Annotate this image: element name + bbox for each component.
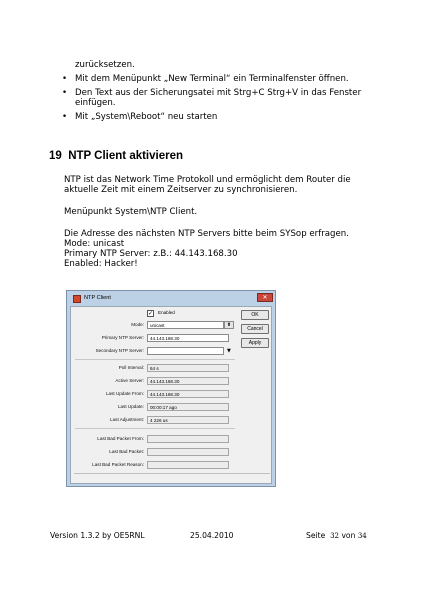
mode-label: Mode: [131,322,144,327]
last-adjustment-value: 4 226 us [147,416,229,424]
bullet-item-continuation: einfügen. [75,98,116,108]
last-update-from-label: Last Update From: [105,391,144,396]
dialog-title: NTP Client [84,295,111,301]
cancel-button[interactable]: Cancel [241,324,269,334]
paragraph-line: aktuelle Zeit mit einem Zeitserver zu synchronisieren. [64,185,298,195]
app-icon [73,295,81,303]
enabled-label: Enabled [158,310,175,315]
footer-date: 25.04.2010 [190,531,234,540]
poll-interval-value: 64 s [147,364,229,372]
section-heading [49,150,183,162]
divider [75,359,235,360]
paragraph-line: Enabled: Hacker! [64,259,138,269]
ntp-client-dialog [66,290,276,487]
primary-ntp-server-label: Primary NTP Server: [101,335,144,340]
secondary-ntp-server-input[interactable] [147,347,224,355]
bullet-item: • Mit dem Menüpunkt „New Terminal“ ein Terminalfenster öffnen. [62,74,349,84]
bullet-item: • Mit „System\Reboot“ neu starten [62,112,218,122]
bullet-dot-icon: • [62,112,68,122]
menu-path-text: Menüpunkt System\NTP Client. [64,207,198,217]
section-number: 19 [49,150,62,162]
paragraph-line: Mode: unicast [64,239,125,249]
last-bad-packet-from-label: Last Bad Packet From: [97,436,144,441]
continuation-text: zurücksetzen. [75,60,135,70]
status-bar [74,473,270,480]
divider [75,428,235,429]
last-bad-packet-reason-label: Last Bad Packet Reason: [92,462,144,467]
bullet-dot-icon: • [62,88,68,98]
instruction-bullet-list [61,74,381,126]
active-server-label: Active Server: [115,378,144,383]
last-bad-packet-reason-value [147,461,229,469]
primary-ntp-server-input[interactable]: 44.143.168.30 [147,334,229,342]
poll-interval-label: Poll Interval: [118,365,144,370]
paragraph-line: Primary NTP Server: z.B.: 44.143.168.30 [64,249,238,259]
mode-select[interactable]: unicast [147,321,224,329]
ok-button[interactable]: OK [241,310,269,320]
dialog-titlebar [70,293,270,305]
last-bad-packet-from-value [147,435,229,443]
footer-version: Version 1.3.2 by OE5RNL [50,531,145,540]
last-update-from-value: 44.143.168.30 [147,390,229,398]
last-adjustment-label: Last Adjustment: [110,417,144,422]
active-server-value: 44.143.168.30 [147,377,229,385]
apply-button[interactable]: Apply [241,338,269,348]
last-update-label: Last Update: [117,404,144,409]
secondary-ntp-server-label: Secondary NTP Server: [95,348,144,353]
secondary-dropdown-icon[interactable]: ▼ [227,348,231,354]
paragraph-line: NTP ist das Network Time Protokoll und ermöglicht dem Router die [64,175,351,185]
section-title: NTP Client aktivieren [68,150,184,162]
mode-dropdown-icon[interactable]: ⬍ [224,321,234,329]
footer-page-number: Seite 32 von 34 [306,531,367,540]
paragraph-line: Die Adresse des nächsten NTP Servers bitte beim SYSop erfragen. [64,229,349,239]
close-button[interactable]: ✕ [257,293,273,302]
bullet-dot-icon: • [62,74,68,84]
bullet-item: • Den Text aus der Sicherungsatei mit Strg+C Strg+V in das Fenster [62,88,362,98]
last-update-value: 00:00:17 ago [147,403,229,411]
dialog-body [70,306,272,484]
last-bad-packet-label: Last Bad Packet: [109,449,144,454]
last-bad-packet-value [147,448,229,456]
enabled-checkbox[interactable]: ✓ [148,310,154,317]
